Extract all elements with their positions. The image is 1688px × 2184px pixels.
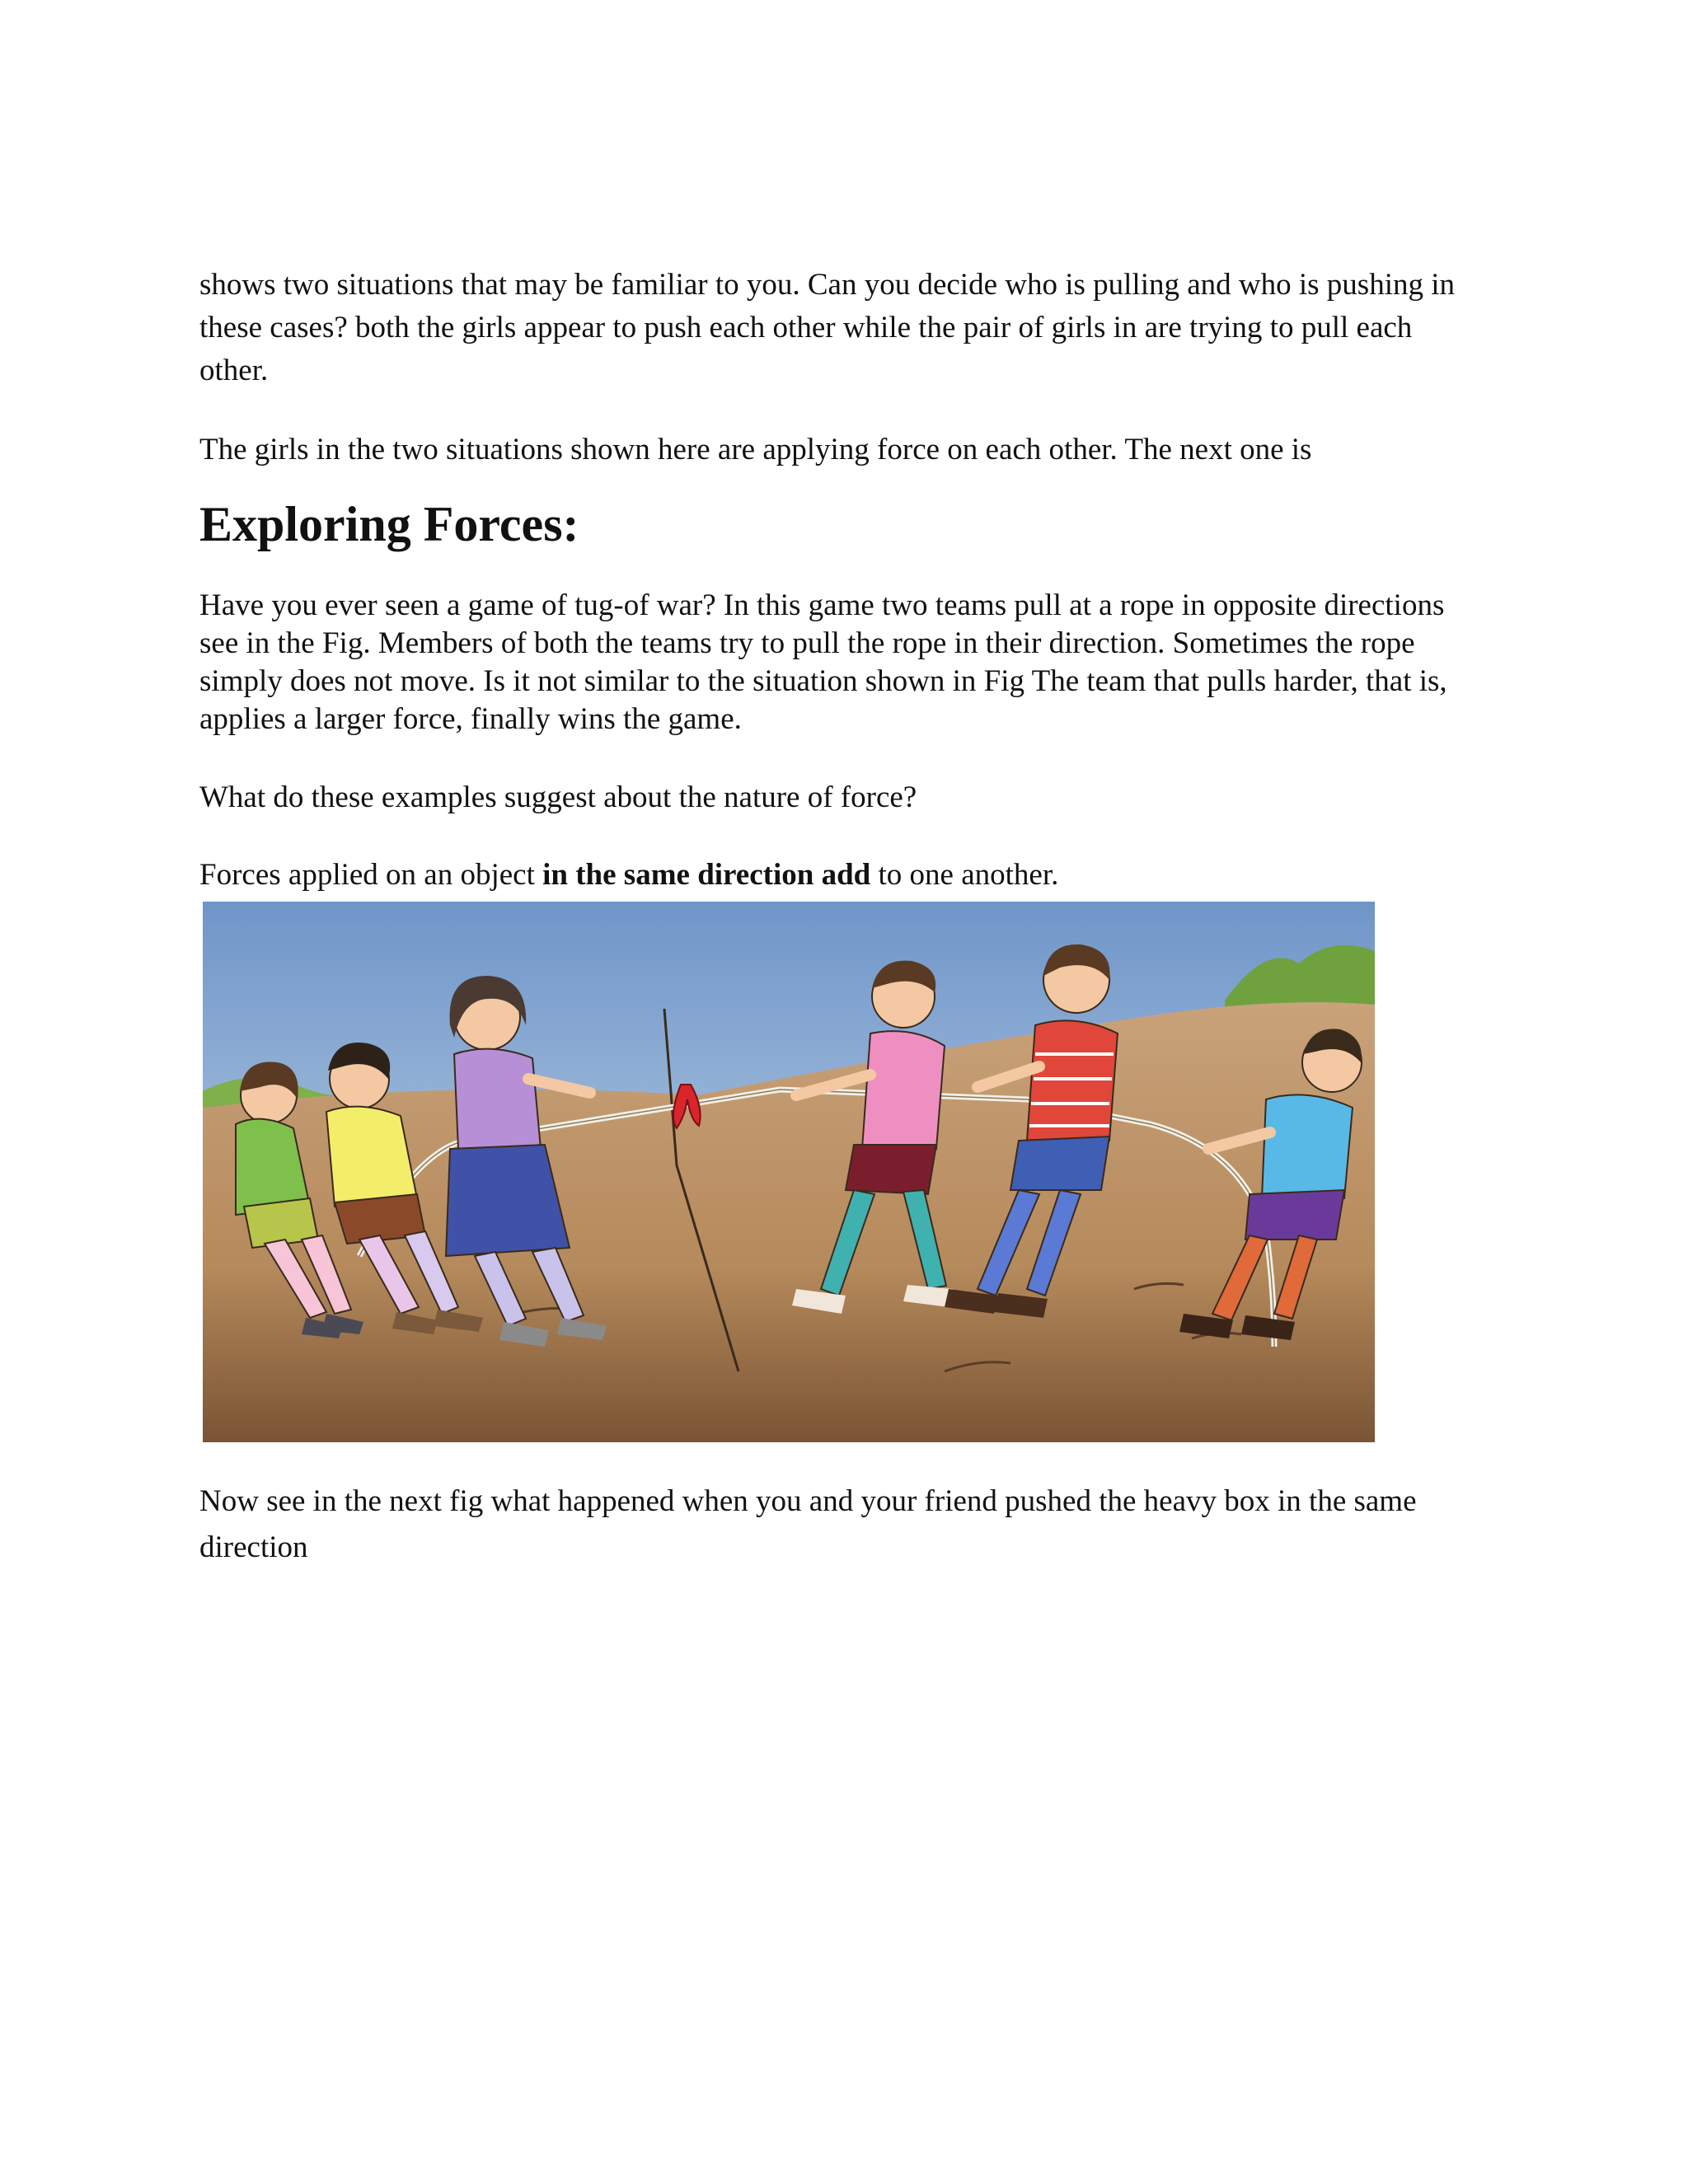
forces-add-bold-text: in the same direction add [542,858,871,892]
paragraph-tug-of-war: Have you ever seen a game of tug-of war? In this game two teams pull at a rope in opposite directions see in the Fig. Members of both the teams try to pull the rope in their direction. Sometimes the rope simply does not move. Is it not similar to the situation shown in Fig The team that pulls harder, that is, applies a larger force, finally wins the game. [199,588,1447,736]
paragraph-question: What do these examples suggest about the nature of force? [199,780,917,814]
document-page [199,264,1485,1571]
section-heading: Exploring Forces: [199,497,579,551]
paragraph-situations: shows two situations that may be familiar to you. Can you decide who is pulling and who is pushing in these cases? both the girls appear to push each other while the pair of girls in are trying to pull each other. [199,268,1456,387]
tug-of-war-illustration [203,902,1375,1442]
paragraph-next-fig: Now see in the next fig what happened when you and your friend pushed the heavy box in the same direction [199,1484,1417,1564]
paragraph-forces-add [199,854,1485,897]
forces-add-text-after: to one another. [870,858,1059,892]
paragraph-girls-force: The girls in the two situations shown here are applying force on each other. The next one is [199,433,1312,466]
forces-add-text-before: Forces applied on an object [199,858,543,892]
